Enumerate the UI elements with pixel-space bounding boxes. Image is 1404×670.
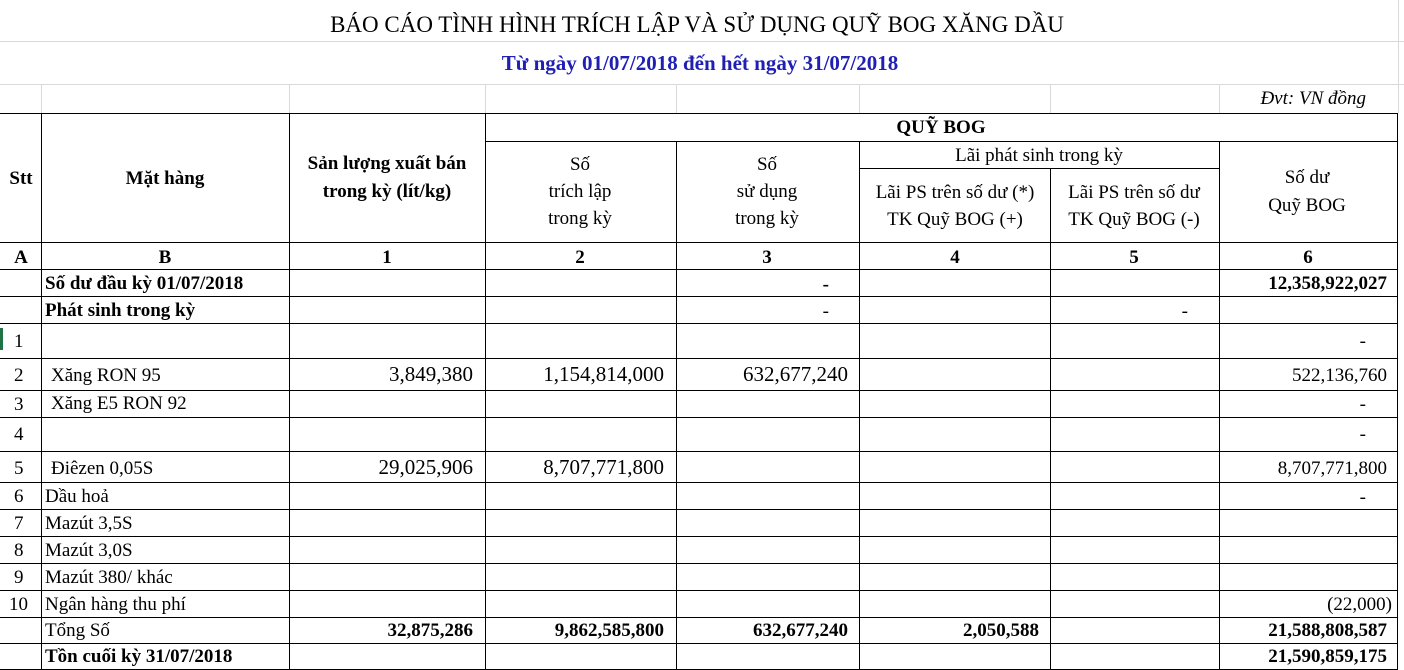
item-balance[interactable]: - [1359, 394, 1366, 415]
row-selection-marker [0, 328, 3, 350]
code-b: B [158, 247, 172, 268]
closing-label[interactable]: Tồn cuối kỳ 31/07/2018 [45, 646, 233, 667]
total-su-dung[interactable]: 632,677,240 [753, 620, 848, 641]
item-stt[interactable]: 7 [14, 513, 24, 534]
gridline [1219, 84, 1220, 113]
opening-balance[interactable]: 12,358,922,027 [1268, 273, 1387, 294]
item-stt[interactable]: 5 [14, 458, 24, 479]
total-label[interactable]: Tổng Số [45, 620, 110, 641]
total-quantity[interactable]: 32,875,286 [387, 620, 473, 641]
gridline [1050, 84, 1051, 113]
item-name[interactable]: Điêzen 0,05S [51, 458, 154, 479]
header-su-dung-line3: trong kỳ [735, 208, 799, 229]
header-stt: Stt [9, 168, 33, 189]
header-lai-plus-line1: Lãi PS trên số dư (*) [875, 182, 1035, 203]
gridline [859, 84, 860, 113]
header-lai-minus-line1: Lãi PS trên số dư [1068, 182, 1200, 203]
item-stt[interactable]: 2 [14, 365, 24, 386]
item-balance[interactable]: - [1359, 487, 1366, 508]
header-lai-minus-line2: TK Quỹ BOG (-) [1068, 209, 1200, 230]
code-1: 1 [382, 247, 392, 268]
header-san-luong-line1: Sản lượng xuất bán [307, 153, 467, 174]
header-so-du-line2: Quỹ BOG [1268, 195, 1346, 216]
total-trich-lap[interactable]: 9,862,585,800 [554, 620, 664, 641]
code-3: 3 [762, 247, 772, 268]
gridline [41, 84, 42, 113]
item-stt[interactable]: 6 [14, 486, 24, 507]
gridline [289, 84, 290, 113]
item-trich-lap[interactable]: 8,707,771,800 [543, 455, 664, 479]
item-name[interactable]: Xăng RON 95 [51, 365, 161, 386]
item-quantity[interactable]: 29,025,906 [378, 455, 473, 479]
gridline [0, 84, 1404, 85]
item-name[interactable]: Mazút 3,0S [45, 540, 133, 561]
code-2: 2 [575, 247, 585, 268]
closing-balance[interactable]: 21,590,859,175 [1268, 646, 1387, 667]
phat-sinh-c3[interactable]: - [822, 301, 829, 322]
header-quy-bog: QUỸ BOG [896, 117, 986, 138]
code-6: 6 [1303, 247, 1313, 268]
item-stt[interactable]: 10 [9, 594, 28, 615]
report-title: BÁO CÁO TÌNH HÌNH TRÍCH LẬP VÀ SỬ DỤNG QUỸ BOG XĂNG DẦU [330, 12, 1064, 37]
item-su-dung[interactable]: 632,677,240 [743, 362, 848, 386]
gridline [676, 84, 677, 113]
code-4: 4 [950, 247, 960, 268]
total-balance[interactable]: 21,588,808,587 [1268, 620, 1387, 641]
item-balance[interactable]: - [1359, 331, 1366, 352]
report-period: Từ ngày 01/07/2018 đến hết ngày 31/07/2018 [501, 51, 899, 75]
header-su-dung-line2: sử dụng [736, 181, 798, 202]
gridline [485, 84, 486, 113]
item-name[interactable]: Dầu hoả [45, 486, 109, 507]
code-a: A [14, 247, 28, 268]
item-balance[interactable]: - [1359, 424, 1366, 445]
code-5: 5 [1129, 247, 1139, 268]
item-name[interactable]: Ngân hàng thu phí [45, 594, 186, 615]
item-stt[interactable]: 8 [14, 540, 24, 561]
item-balance[interactable]: (22,000) [1327, 594, 1392, 615]
item-stt[interactable]: 1 [14, 331, 24, 352]
header-trich-lap-line2: trích lập [548, 181, 612, 202]
header-su-dung-line1: Số [756, 154, 778, 175]
item-stt[interactable]: 3 [14, 394, 24, 415]
item-stt[interactable]: 4 [14, 424, 24, 445]
item-name[interactable]: Mazút 380/ khác [45, 567, 173, 588]
header-trich-lap-line1: Số [569, 154, 591, 175]
header-lai-phat-sinh: Lãi phát sinh trong kỳ [955, 145, 1123, 166]
item-balance[interactable]: 522,136,760 [1292, 365, 1387, 386]
item-stt[interactable]: 9 [14, 567, 24, 588]
item-name[interactable]: Xăng E5 RON 92 [51, 393, 187, 414]
header-lai-plus-line2: TK Quỹ BOG (+) [887, 209, 1023, 230]
item-trich-lap[interactable]: 1,154,814,000 [543, 362, 664, 386]
header-so-du-line1: Số dư [1284, 167, 1330, 188]
unit-label: Đvt: VN đồng [1260, 88, 1366, 109]
total-lai-plus[interactable]: 2,050,588 [963, 620, 1039, 641]
opening-c3[interactable]: - [822, 274, 829, 295]
opening-label[interactable]: Số dư đầu kỳ 01/07/2018 [45, 273, 244, 294]
header-trich-lap-line3: trong kỳ [548, 208, 612, 229]
gridline [0, 41, 1404, 42]
item-quantity[interactable]: 3,849,380 [389, 362, 473, 386]
item-balance[interactable]: 8,707,771,800 [1277, 458, 1387, 479]
header-mat-hang: Mặt hàng [125, 168, 205, 189]
gridline [1398, 0, 1399, 113]
phat-sinh-label[interactable]: Phát sinh trong kỳ [45, 300, 196, 321]
phat-sinh-c5[interactable]: - [1181, 301, 1188, 322]
item-name[interactable]: Mazút 3,5S [45, 513, 133, 534]
header-san-luong-line2: trong kỳ (lít/kg) [322, 181, 452, 202]
